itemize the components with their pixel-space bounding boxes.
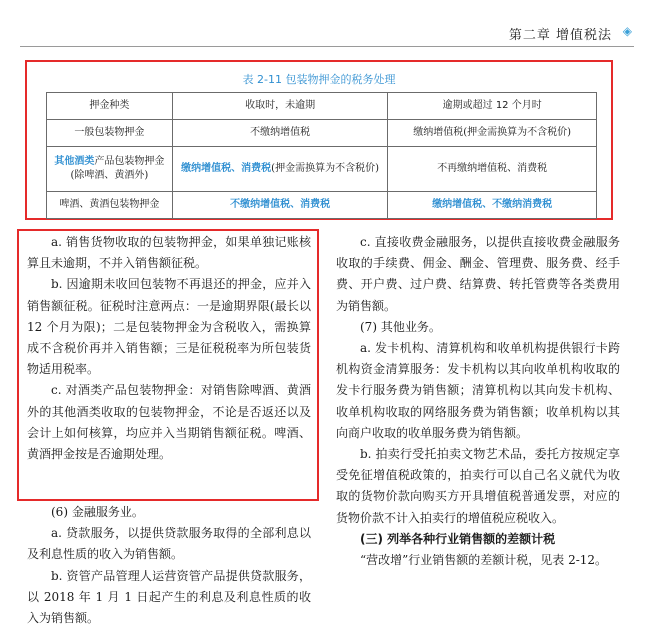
table-cell: 啤酒、黄酒包装物押金	[47, 192, 173, 219]
highlight-text: 缴纳增值税、消费税	[181, 163, 272, 174]
table-cell	[172, 147, 388, 192]
column-header: 逾期或超过 12 个月时	[388, 93, 597, 120]
table-highlight-box	[25, 60, 613, 220]
deposit-tax-table	[46, 92, 597, 219]
right-column	[336, 232, 620, 571]
table-cell	[172, 192, 388, 219]
table-row	[47, 192, 597, 219]
table-cell: 一般包装物押金	[47, 120, 173, 147]
section-heading: (三) 列举各种行业销售额的差额计税	[360, 531, 556, 546]
paragraph: b. 因逾期未收回包装物不再退还的押金，应并入销售额征税。征税时注意两点：一是逾期界限(最长以 12 个月为限)；二是包装物押金为含税收入，需换算成不含税价再并入销售额；三是征税税率为所包装货物适用税率。	[27, 277, 311, 377]
column-header: 押金种类	[47, 93, 173, 120]
chapter-title: 第二章 增值税法	[508, 28, 612, 43]
paragraph: c. 对酒类产品包装物押金：对销售除啤酒、黄酒外的其他酒类收取的包装物押金，不论是否返还以及会计上如何核算，均应并入当期销售额征税。啤酒、黄酒押金按是否逾期处理。	[27, 383, 311, 462]
table-row	[47, 147, 597, 192]
paragraph: a. 贷款服务，以提供贷款服务取得的全部利息以及利息性质的收入为销售额。	[27, 526, 311, 562]
table-cell	[388, 192, 597, 219]
paragraph: c. 直接收费金融服务，以提供直接收费金融服务收取的手续费、佣金、酬金、管理费、服务费、经手费、开户费、过户费、结算费、转托管费等各类费用为销售额。	[336, 235, 620, 313]
paragraph: b. 资管产品管理人运营资管产品提供贷款服务，以 2018 年 1 月 1 日起产生的利息及利息性质的收入为销售额。	[27, 568, 311, 626]
table-caption: 表 2-11 包装物押金的税务处理	[242, 73, 396, 86]
header-rule	[20, 46, 634, 47]
paragraph: (7) 其他业务。	[360, 319, 441, 334]
left-column-boxed	[27, 232, 311, 465]
column-header: 收取时，未逾期	[172, 93, 388, 120]
cell-text: (除啤酒、黄酒外)	[70, 170, 149, 181]
highlight-text: 不缴纳增值税、消费税	[230, 199, 331, 210]
table-row	[47, 120, 597, 147]
table-cell: 不再缴纳增值税、消费税	[388, 147, 597, 192]
cell-text: 产品包装物押金	[94, 156, 165, 167]
highlight-text: 缴纳增值税、不缴纳消费税	[432, 199, 553, 210]
table-cell: 不缴纳增值税	[172, 120, 388, 147]
paragraph: a. 销售货物收取的包装物押金，如果单独记账核算且未逾期，不并入销售额征税。	[27, 235, 311, 271]
diamond-icon: ◈	[622, 24, 632, 38]
page-header	[0, 18, 652, 52]
paragraph: “营改增”行业销售额的差额计税，见表 2-12。	[360, 553, 608, 568]
paragraph: b. 拍卖行受托拍卖文物艺术品，委托方按规定享受免征增值税政策的，拍卖行可以自己名义就代为收取的货物价款向购买方开具增值税普通发票，对应的货物价款不计入拍卖行的增值税应税收入。	[336, 447, 620, 525]
highlight-text: 其他酒类	[54, 156, 95, 167]
table-cell: 缴纳增值税(押金需换算为不含税价)	[388, 120, 597, 147]
cell-text: (押金需换算为不含税价)	[271, 163, 379, 174]
paragraph: (6) 金融服务业。	[51, 505, 144, 519]
left-column	[27, 502, 311, 629]
table-cell	[47, 147, 173, 192]
paragraph: a. 发卡机构、清算机构和收单机构提供银行卡跨机构资金清算服务：发卡机构以其向收单机构收取的发卡行服务费为销售额；清算机构以其向发卡机构、收单机构收取的网络服务费为销售额；收单机构以其向商户收取的收单服务费为销售额。	[336, 341, 620, 440]
table-header-row	[47, 93, 597, 120]
